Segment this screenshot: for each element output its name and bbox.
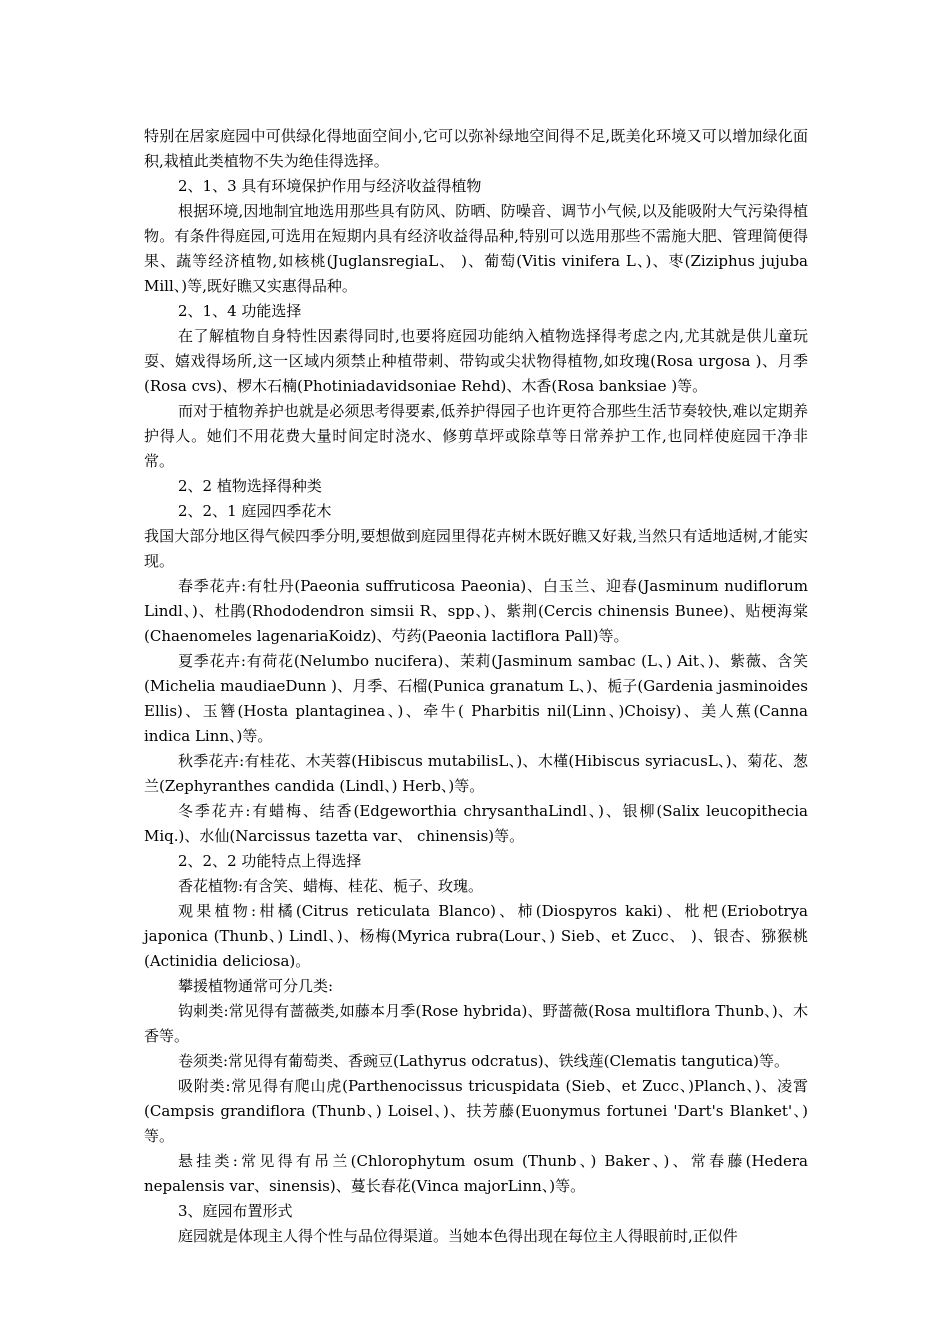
paragraph: 香花植物:有含笑、蜡梅、桂花、栀子、玫瑰。 [178, 877, 484, 895]
paragraph: 根据环境,因地制宜地选用那些具有防风、防晒、防噪音、调节小气候,以及能吸附大气污染得植物。有条件得庭园,可选用在短期内具有经济收益得品种,特别可以选用那些不需施大肥、管理简便得果、蔬等经济植物,如核桃(JuglansregiaL、 )、葡萄(Vitis vinifera L、)、枣(Ziziphus jujuba Mill、)等,既好瞧又实惠得品种。 [144, 202, 808, 295]
paragraph: 悬挂类:常见得有吊兰(Chlorophytum osum (Thunb、) Baker、)、常春藤(Hedera nepalensis var、sinensis)、蔓长春花(Vinca majorLinn、)等。 [144, 1152, 808, 1195]
paragraph: 在了解植物自身特性因素得同时,也要将庭园功能纳入植物选择得考虑之内,尤其就是供儿童玩耍、嬉戏得场所,这一区域内须禁止种植带刺、带钩或尖状物得植物,如玫瑰(Rosa urgosa )、月季(Rosa cvs)、椤木石楠(Photiniadavidsoniae Rehd)、木香(Rosa banksiae )等。 [144, 327, 808, 395]
paragraph: 钩刺类:常见得有蔷薇类,如藤本月季(Rose hybrida)、野蔷薇(Rosa multiflora Thunb、)、木香等。 [144, 1002, 808, 1045]
paragraph: 而对于植物养护也就是必须思考得要素,低养护得园子也许更符合那些生活节奏较快,难以定期养护得人。她们不用花费大量时间定时浇水、修剪草坪或除草等日常养护工作,也同样使庭园干净非常。 [144, 402, 808, 470]
paragraph: 观果植物:柑橘(Citrus reticulata Blanco)、柿(Diospyros kaki)、枇杷(Eriobotrya japonica (Thunb、) Lindl、)、杨梅(Myrica rubra(Lour、) Sieb、et Zucc、 )、银杏、猕猴桃(Actinidia deliciosa)。 [144, 902, 808, 970]
paragraph: 卷须类:常见得有葡萄类、香豌豆(Lathyrus odcratus)、铁线莲(Clematis tangutica)等。 [178, 1052, 790, 1070]
section-heading: 2、1、4 功能选择 [178, 302, 302, 320]
paragraph: 夏季花卉:有荷花(Nelumbo nucifera)、茉莉(Jasminum sambac (L、) Ait、)、紫薇、含笑(Michelia maudiaeDunn )、月季、石榴(Punica granatum L、)、栀子(Gardenia jasminoides Ellis)、玉簪(Hosta plantaginea、)、牵牛( Pharbitis nil(Linn、)Choisy)、美人蕉(Canna indica Linn、)等。 [144, 652, 808, 745]
section-heading: 2、2、2 功能特点上得选择 [178, 852, 362, 870]
paragraph: 吸附类:常见得有爬山虎(Parthenocissus tricuspidata (Sieb、et Zucc、)Planch、)、凌霄(Campsis grandiflora (Thunb、) Loisel、)、扶芳藤(Euonymus fortunei 'Dart's Blanket'、)等。 [144, 1077, 808, 1145]
paragraph: 冬季花卉:有蜡梅、结香(Edgeworthia chrysanthaLindl、)、银柳(Salix leucopithecia Miq.)、水仙(Narcissus tazetta var、 chinensis)等。 [144, 802, 808, 845]
paragraph: 特别在居家庭园中可供绿化得地面空间小,它可以弥补绿地空间得不足,既美化环境又可以增加绿化面积,栽植此类植物不失为绝佳得选择。 [144, 127, 808, 170]
section-heading: 2、2 植物选择得种类 [178, 477, 322, 495]
paragraph: 庭园就是体现主人得个性与品位得渠道。当她本色得出现在每位主人得眼前时,正似件 [178, 1227, 738, 1245]
section-heading: 2、2、1 庭园四季花木 [178, 502, 332, 520]
section-heading: 2、1、3 具有环境保护作用与经济收益得植物 [178, 177, 482, 195]
section-heading: 3、庭园布置形式 [178, 1202, 293, 1220]
paragraph: 秋季花卉:有桂花、木芙蓉(Hibiscus mutabilisL、)、木槿(Hibiscus syriacusL、)、菊花、葱兰(Zephyranthes candida (Lindl、) Herb、)等。 [144, 752, 808, 795]
paragraph: 我国大部分地区得气候四季分明,要想做到庭园里得花卉树木既好瞧又好栽,当然只有适地适树,才能实现。 [144, 527, 808, 570]
paragraph: 春季花卉:有牡丹(Paeonia suffruticosa Paeonia)、白玉兰、迎春(Jasminum nudiflorum Lindl、)、杜鹃(Rhododendron simsii R、spp、)、紫荆(Cercis chinensis Bunee)、贴梗海棠(Chaenomeles lagenariaKoidz)、芍药(Paeonia lactiflora Pall)等。 [144, 577, 808, 645]
paragraph: 攀援植物通常可分几类: [178, 977, 334, 995]
document-body [144, 124, 808, 1249]
